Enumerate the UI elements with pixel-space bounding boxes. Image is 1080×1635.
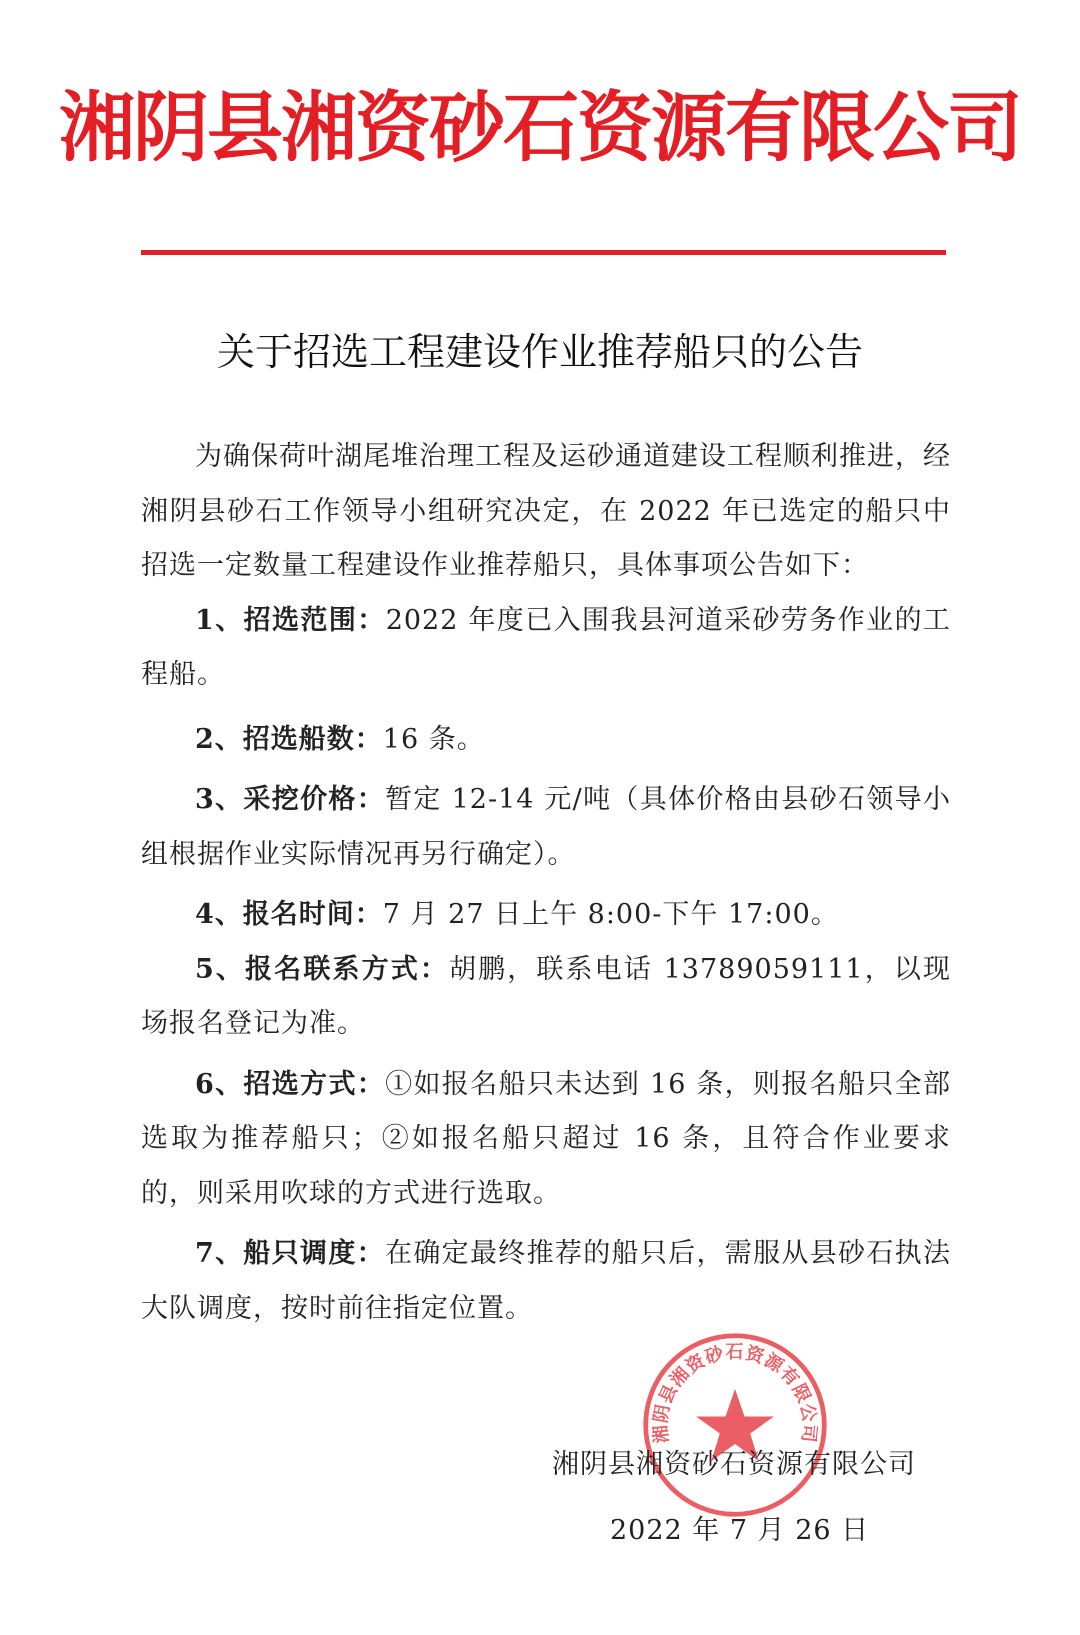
company-masthead: 湘阴县湘资砂石资源有限公司	[59, 83, 1021, 172]
item-text: 在确定最终推荐的船只后，需服从县砂石执法大队调度，按时前往指定位置。	[141, 1238, 951, 1324]
item-label: 3、采挖价格：	[195, 784, 386, 815]
item-text: 16 条。	[382, 723, 485, 755]
item-label: 5、报名联系方式：	[195, 953, 449, 985]
item-text: 胡鹏，联系电话 13789059111，以现场报名登记为准。	[141, 953, 951, 1039]
list-item	[141, 888, 951, 943]
item-text: ①如报名船只未达到 16 条，则报名船只全部选取为推荐船只；②如报名船只超过 16 条，且符合作业要求的，则采用吹球的方式进行选取。	[141, 1068, 951, 1209]
signature-date: 2022 年 7 月 26 日	[610, 1515, 870, 1546]
item-label: 2、招选船数：	[195, 723, 383, 755]
signature-organization: 湘阴县湘资砂石资源有限公司	[552, 1449, 916, 1480]
intro-paragraph: 为确保荷叶湖尾堆治理工程及运砂通道建设工程顺利推进，经湘阴县砂石工作领导小组研究决定，在 2022 年已选定的船只中招选一定数量工程建设作业推荐船只，具体事项公告如下：	[141, 441, 951, 581]
notice-body	[141, 430, 951, 1336]
item-text: 2022 年度已入围我县河道采砂劳务作业的工程船。	[141, 604, 951, 690]
notice-title: 关于招选工程建设作业推荐船只的公告	[216, 330, 863, 374]
item-label: 6、招选方式：	[195, 1068, 386, 1100]
red-divider-line	[141, 250, 946, 255]
seal-text-path: 湘阴县湘资砂石资源有限公司	[650, 1342, 820, 1445]
item-label: 1、招选范围：	[195, 604, 386, 636]
list-item	[141, 594, 951, 703]
official-seal-stamp	[640, 1330, 830, 1520]
item-label: 4、报名时间：	[195, 899, 383, 930]
item-text: 7 月 27 日上午 8:00-下午 17:00。	[382, 899, 839, 930]
item-text: 暂定 12-14 元/吨（具体价格由县砂石领导小组根据作业实际情况再另行确定）。	[141, 784, 951, 870]
list-item	[141, 713, 951, 768]
list-item	[141, 1058, 951, 1222]
list-item	[141, 773, 951, 882]
item-label: 7、船只调度：	[195, 1238, 385, 1269]
list-item	[141, 1227, 951, 1336]
list-item	[141, 943, 951, 1052]
